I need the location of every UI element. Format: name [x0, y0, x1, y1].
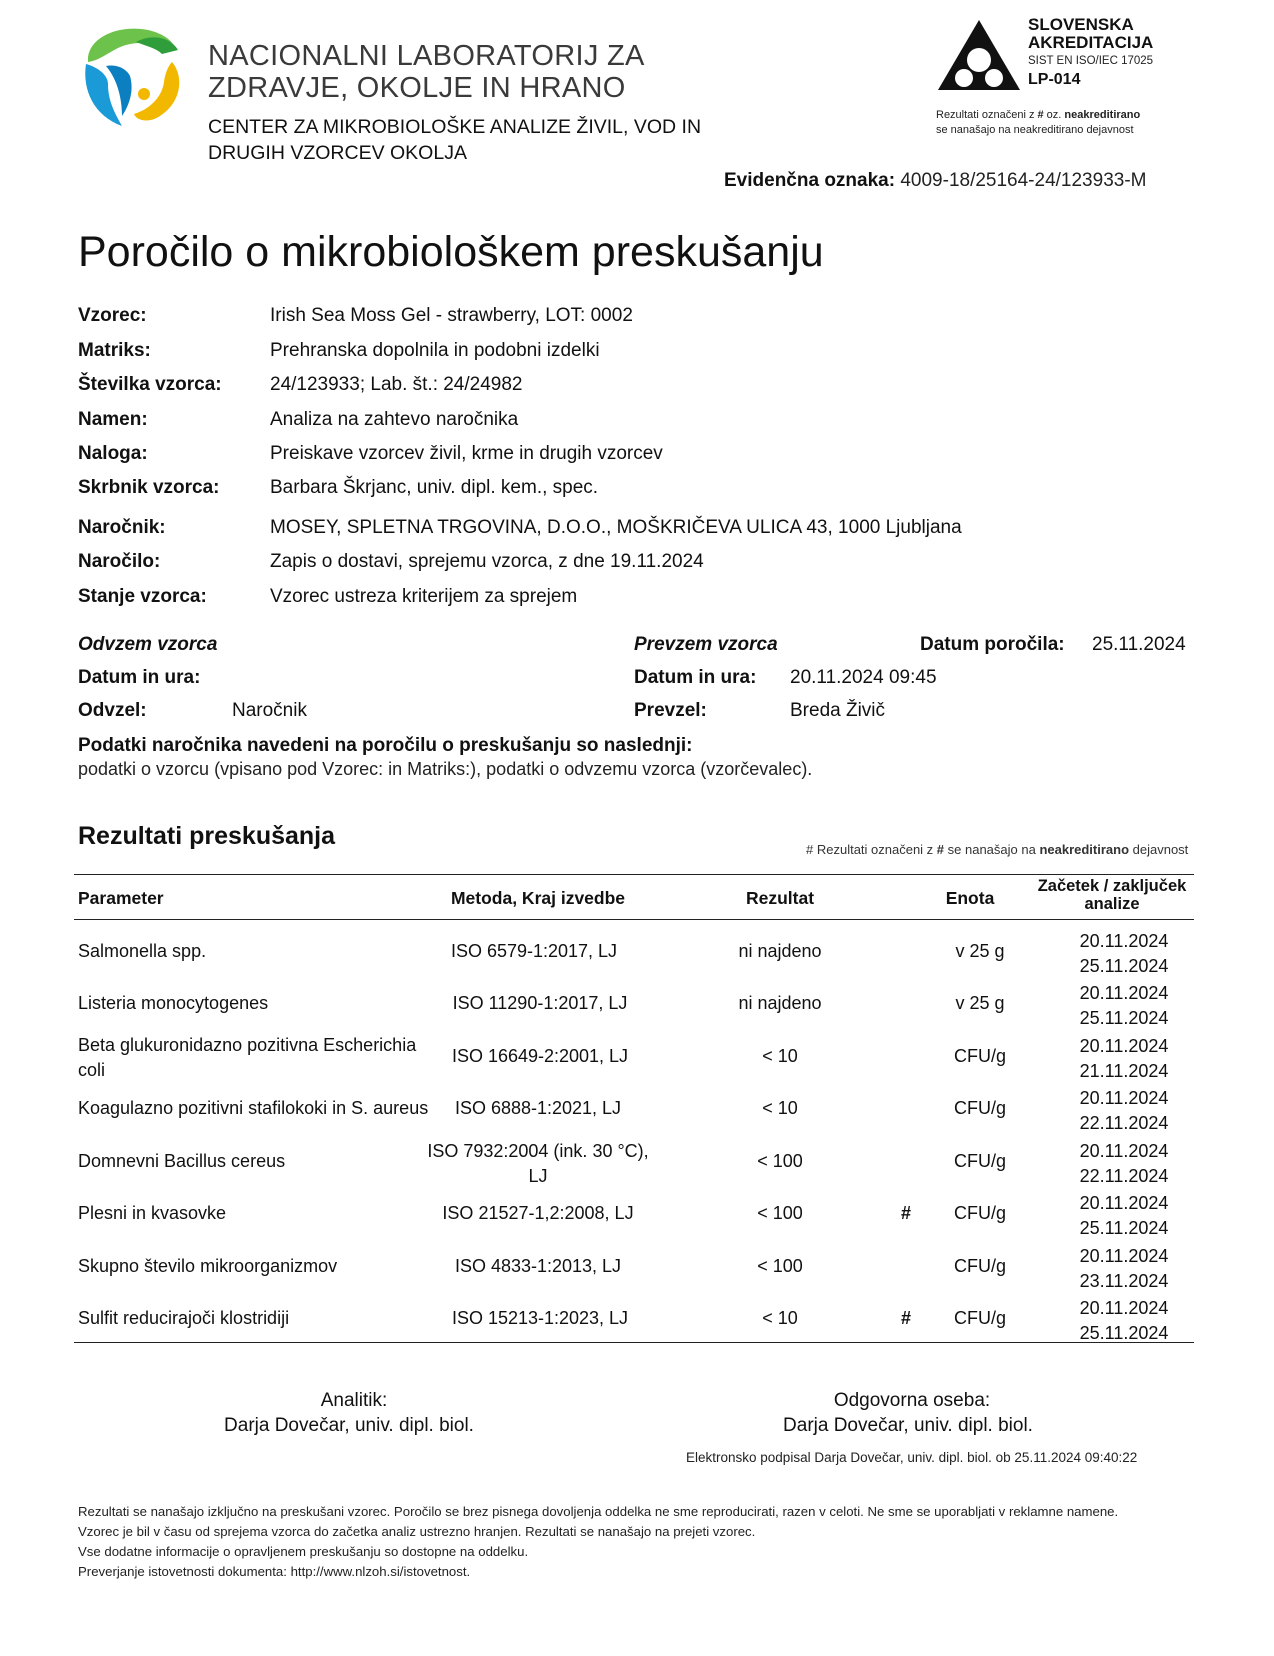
row-4-unit: CFU/g: [953, 1098, 1007, 1118]
org-name-line1: NACIONALNI LABORATORIJ ZA: [208, 40, 645, 72]
column-header-result: Rezultat: [745, 888, 815, 908]
report-date-label: Datum poročila:: [920, 634, 1065, 655]
sample-condition-label: Stanje vzorca:: [78, 586, 207, 607]
row-8-end-date: 25.11.2024: [1079, 1323, 1169, 1343]
column-header-parameter: Parameter: [78, 888, 164, 908]
row-8-dates: [1080, 1296, 1169, 1346]
row-2-result: ni najdeno: [738, 993, 822, 1013]
row-8-unit: CFU/g: [953, 1308, 1007, 1328]
row-1-method: ISO 6579-1:2017, LJ: [450, 941, 618, 961]
row-7-unit: CFU/g: [953, 1256, 1007, 1276]
row-6-end-date: 25.11.2024: [1079, 1218, 1169, 1238]
row-1-unit: v 25 g: [955, 941, 1005, 961]
row-8-method: ISO 15213-1:2023, LJ: [451, 1308, 629, 1328]
row-6-method: ISO 21527-1,2:2008, LJ: [442, 1203, 634, 1223]
footer-note: Rezultati se nanašajo izključno na preskušani vzorec. Poročilo se brez pisnega dovoljenja oddelka ne sme reproducirati, razen v celoti. Ne sme se uporabljati v reklamne namene.: [78, 1504, 1119, 1519]
sample-value: Irish Sea Moss Gel - strawberry, LOT: 0002: [270, 305, 633, 326]
row-7-parameter: Skupno število mikroorganizmov: [78, 1256, 338, 1276]
row-3-method: ISO 16649-2:2001, LJ: [451, 1046, 629, 1066]
column-header-unit: Enota: [945, 888, 995, 908]
row-6-parameter: Plesni in kvasovke: [78, 1203, 227, 1223]
collection-date-label: Datum in ura:: [78, 667, 201, 688]
accreditation-logo: [936, 18, 1022, 92]
footer-notes: [78, 1502, 1118, 1582]
client-value: MOSEY, SPLETNA TRGOVINA, D.O.O., MOŠKRIČEVA ULICA 43, 1000 Ljubljana: [270, 517, 962, 538]
row-2-dates: [1080, 981, 1169, 1031]
analyst-label: Analitik:: [320, 1390, 388, 1411]
accreditation-title-line2: AKREDITACIJA: [1028, 33, 1154, 52]
reception-heading: Prevzem vzorca: [634, 634, 778, 655]
center-name-line2: DRUGIH VZORCEV OKOLJA: [208, 142, 467, 164]
accreditation-standard: SIST EN ISO/IEC 17025: [1028, 55, 1154, 67]
row-1-end-date: 25.11.2024: [1079, 956, 1169, 976]
row-6-result: < 100: [757, 1203, 803, 1223]
accreditation-code: LP-014: [1028, 71, 1081, 88]
report-title: Poročilo o mikrobiološkem preskušanju: [78, 228, 824, 276]
client-label: Naročnik:: [78, 517, 166, 538]
column-header-method: Metoda, Kraj izvedbe: [450, 888, 626, 908]
row-6-unit: CFU/g: [953, 1203, 1007, 1223]
table-top-rule: [74, 874, 1194, 875]
task-label: Naloga:: [78, 443, 148, 464]
footer-note: Vzorec je bil v času od sprejema vzorca do začetka analiz ustrezno hranjen. Rezultati se nanašajo na prejeti vzorec.: [78, 1524, 756, 1539]
results-note-nonaccredited: neakreditirano: [1039, 842, 1130, 857]
row-3-parameter-line2: coli: [78, 1060, 106, 1080]
row-6-dates: [1080, 1191, 1169, 1241]
report-date-value: 25.11.2024: [1092, 634, 1186, 655]
accreditation-note-or: oz.: [1043, 109, 1065, 121]
row-4-result: < 10: [762, 1098, 798, 1118]
matrix-label: Matriks:: [78, 340, 151, 361]
accreditation-title-line1: SLOVENSKA: [1028, 15, 1134, 34]
row-1-dates: [1080, 929, 1169, 979]
nlzoh-logo: [78, 20, 190, 132]
row-3-dates: [1080, 1034, 1169, 1084]
accreditation-note-hash: #: [1037, 109, 1044, 121]
row-1-start-date: 20.11.2024: [1079, 931, 1169, 951]
footer-note: Vse dodatne informacije o opravljenem preskušanju so dostopne na oddelku.: [78, 1544, 529, 1559]
collection-heading: Odvzem vzorca: [78, 634, 218, 655]
sample-number-value: 24/123933; Lab. št.: 24/24982: [270, 374, 523, 395]
sample-condition-value: Vzorec ustreza kriterijem za sprejem: [270, 586, 578, 607]
row-7-start-date: 20.11.2024: [1079, 1246, 1169, 1266]
org-name-line2: ZDRAVJE, OKOLJE IN HRANO: [208, 72, 626, 104]
results-note-hash: #: [936, 842, 945, 857]
row-2-start-date: 20.11.2024: [1079, 983, 1169, 1003]
sample-label: Vzorec:: [78, 305, 147, 326]
results-title: Rezultati preskušanja: [78, 822, 336, 850]
row-2-unit: v 25 g: [955, 993, 1005, 1013]
row-4-end-date: 22.11.2024: [1079, 1113, 1169, 1133]
row-6-flag: #: [900, 1203, 912, 1223]
organization-name: [208, 40, 645, 104]
footer-note: Preverjanje istovetnosti dokumenta: http://www.nlzoh.si/istovetnost.: [78, 1564, 471, 1579]
collection-by-label: Odvzel:: [78, 700, 147, 721]
column-header-dates-line2: analize: [1084, 895, 1140, 913]
row-5-start-date: 20.11.2024: [1079, 1141, 1169, 1161]
custodian-value: Barbara Škrjanc, univ. dipl. kem., spec.: [270, 477, 599, 498]
row-3-result: < 10: [762, 1046, 798, 1066]
row-5-dates: [1080, 1139, 1169, 1189]
row-5-method-line2: LJ: [528, 1166, 548, 1186]
column-header-dates-line1: Začetek / zaključek: [1037, 877, 1187, 895]
order-label: Naročilo:: [78, 551, 161, 572]
row-2-method: ISO 11290-1:2017, LJ: [452, 993, 628, 1013]
row-4-start-date: 20.11.2024: [1079, 1088, 1169, 1108]
task-value: Preiskave vzorcev živil, krme in drugih vzorcev: [270, 443, 663, 464]
row-7-end-date: 23.11.2024: [1079, 1271, 1169, 1291]
accreditation-note: [936, 108, 1140, 138]
row-2-parameter: Listeria monocytogenes: [78, 993, 269, 1013]
row-5-unit: CFU/g: [953, 1151, 1007, 1171]
reception-date-value: 20.11.2024 09:45: [790, 667, 937, 688]
sample-number-label: Številka vzorca:: [78, 374, 222, 395]
row-6-start-date: 20.11.2024: [1079, 1193, 1169, 1213]
evidence-value: 4009-18/25164-24/123933-M: [900, 170, 1147, 191]
order-value: Zapis o dostavi, sprejemu vzorca, z dne 19.11.2024: [270, 551, 704, 572]
row-7-dates: [1080, 1244, 1169, 1294]
table-bottom-rule: [74, 1342, 1194, 1343]
row-4-parameter: Koagulazno pozitivni stafilokoki in S. aureus: [78, 1098, 429, 1118]
row-1-parameter: Salmonella spp.: [78, 941, 207, 961]
collection-by-value: Naročnik: [232, 700, 307, 721]
row-3-parameter: [78, 1033, 416, 1083]
row-3-start-date: 20.11.2024: [1079, 1036, 1169, 1056]
row-3-end-date: 21.11.2024: [1079, 1061, 1169, 1081]
row-5-method: [427, 1139, 648, 1189]
purpose-value: Analiza na zahtevo naročnika: [270, 409, 519, 430]
electronic-signature: Elektronsko podpisal Darja Dovečar, univ. dipl. biol. ob 25.11.2024 09:40:22: [686, 1450, 1138, 1465]
reception-by-label: Prevzel:: [634, 700, 707, 721]
row-4-dates: [1080, 1086, 1169, 1136]
matrix-value: Prehranska dopolnila in podobni izdelki: [270, 340, 600, 361]
analyst-name: Darja Dovečar, univ. dipl. biol.: [224, 1415, 474, 1436]
center-name-line1: CENTER ZA MIKROBIOLOŠKE ANALIZE ŽIVIL, VOD IN: [208, 116, 702, 138]
row-7-result: < 100: [757, 1256, 803, 1276]
client-data-text: podatki o vzorcu (vpisano pod Vzorec: in Matriks:), podatki o odvzemu vzorca (vzorčevalec).: [78, 759, 813, 779]
client-data-heading: Podatki naročnika navedeni na poročilu o preskušanju so naslednji:: [78, 735, 693, 756]
accreditation-note-nonaccredited: neakreditirano: [1064, 109, 1141, 121]
column-header-dates: [1038, 877, 1187, 913]
reception-date-label: Datum in ura:: [634, 667, 757, 688]
evidence-number: [724, 170, 1146, 192]
row-8-parameter: Sulfit reducirajoči klostridiji: [78, 1308, 290, 1328]
row-3-unit: CFU/g: [953, 1046, 1007, 1066]
row-5-parameter: Domnevni Bacillus cereus: [78, 1151, 286, 1171]
results-note-text: # Rezultati označeni z: [806, 842, 937, 857]
evidence-label: Evidenčna oznaka:: [724, 170, 896, 191]
results-note-mid: se nanašajo na: [944, 842, 1040, 857]
reception-by-value: Breda Živič: [790, 700, 886, 721]
center-name: [208, 114, 701, 166]
row-8-start-date: 20.11.2024: [1079, 1298, 1169, 1318]
accreditation-title: [1028, 16, 1153, 52]
row-3-parameter-line1: Beta glukuronidazno pozitivna Escherichia: [78, 1035, 417, 1055]
row-2-end-date: 25.11.2024: [1079, 1008, 1169, 1028]
purpose-label: Namen:: [78, 409, 148, 430]
row-5-method-line1: ISO 7932:2004 (ink. 30 °C),: [427, 1141, 649, 1161]
accreditation-note-line2: se nanašajo na neakreditirano dejavnost: [936, 124, 1134, 136]
row-8-flag: #: [900, 1308, 912, 1328]
responsible-person-label: Odgovorna oseba:: [833, 1390, 991, 1411]
results-note-end: dejavnost: [1129, 842, 1189, 857]
table-header-rule: [74, 919, 1194, 920]
accreditation-note-text: Rezultati označeni z: [936, 109, 1038, 121]
row-4-method: ISO 6888-1:2021, LJ: [454, 1098, 622, 1118]
row-5-result: < 100: [757, 1151, 803, 1171]
custodian-label: Skrbnik vzorca:: [78, 477, 220, 498]
row-1-result: ni najdeno: [738, 941, 822, 961]
row-7-method: ISO 4833-1:2013, LJ: [454, 1256, 622, 1276]
responsible-person-name: Darja Dovečar, univ. dipl. biol.: [783, 1415, 1033, 1436]
row-5-end-date: 22.11.2024: [1079, 1166, 1169, 1186]
row-8-result: < 10: [762, 1308, 798, 1328]
results-accreditation-note: [806, 842, 1188, 857]
